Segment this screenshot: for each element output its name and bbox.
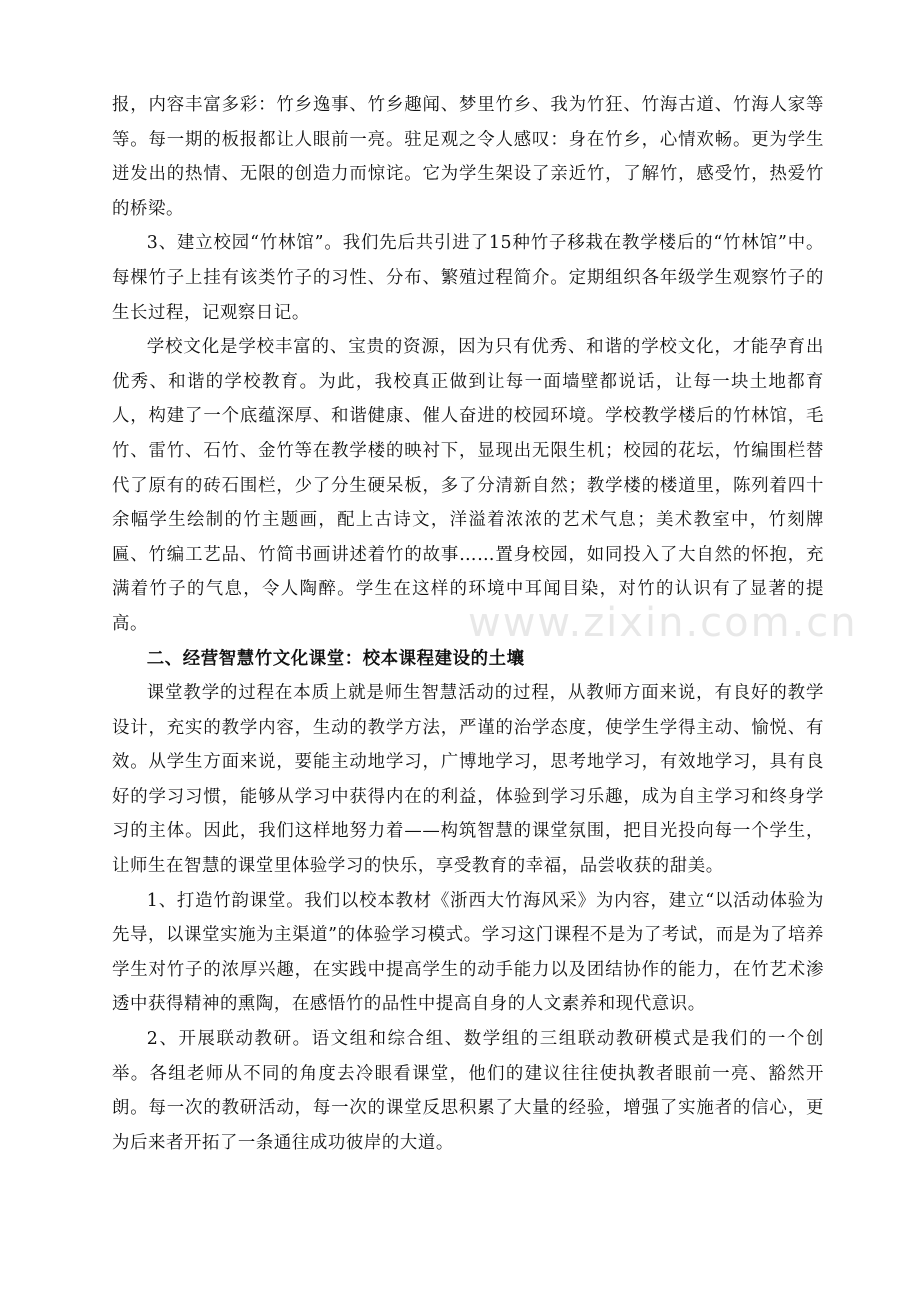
paragraph-bulletin-continuation: 报，内容丰富多彩：竹乡逸事、竹乡趣闻、梦里竹乡、我为竹狂、竹海古道、竹海人家等等。每一期的板报都让人眼前一亮。驻足观之令人感叹：身在竹乡，心情欢畅。更为学生迸发出的热情、无限的创造力而惊诧。它为学生架设了亲近竹，了解竹，感受竹，热爱竹的桥梁。 — [112, 95, 824, 219]
watermark: www.zixin.com.cn — [468, 600, 858, 646]
document-page — [112, 88, 824, 1160]
paragraph-bamboo-hall: 3、建立校园“竹林馆”。我们先后共引进了15种竹子移栽在教学楼后的“竹林馆”中。每棵竹子上挂有该类竹子的习性、分布、繁殖过程简介。定期组织各年级学生观察竹子的生长过程，记观察日记。 — [112, 233, 824, 323]
paragraph-bamboo-classroom: 1、打造竹韵课堂。我们以校本教材《浙西大竹海风采》为内容，建立“以活动体验为先导，以课堂实施为主渠道”的体验学习模式。学习这门课程不是为了考试，而是为了培养学生对竹子的浓厚兴趣，在实践中提高学生的动手能力以及团结协作的能力，在竹艺术渗透中获得精神的熏陶，在感悟竹的品性中提高自身的人文素养和现代意识。 — [112, 890, 824, 1015]
paragraph-school-culture: 学校文化是学校丰富的、宝贵的资源，因为只有优秀、和谐的学校文化，才能孕育出优秀、和谐的学校教育。为此，我校真正做到让每一面墙壁都说话，让每一块土地都育人，构建了一个底蕴深厚、和谐健康、催人奋进的校园环境。学校教学楼后的竹林馆，毛竹、雷竹、石竹、金竹等在教学楼的映衬下，显现出无限生机；校园的花坛，竹编围栏替代了原有的砖石围栏，少了分生硬呆板，多了分清新自然；教学楼的楼道里，陈列着四十余幅学生绘制的竹主题画，配上古诗文，洋溢着浓浓的艺术气息；美术教室中，竹刻牌匾、竹编工艺品、竹简书画讲述着竹的故事……置身校园，如同投入了大自然的怀抱，充满着竹子的气息，令人陶醉。学生在这样的环境中耳闻目染，对竹的认识有了显著的提高。 — [112, 337, 824, 634]
paragraph-joint-research: 2、开展联动教研。语文组和综合组、数学组的三组联动教研模式是我们的一个创举。各组老师从不同的角度去冷眼看课堂，他们的建议往往使执教者眼前一亮、豁然开朗。每一次的教研活动，每一次的课堂反思积累了大量的经验，增强了实施者的信心，更为后来者开拓了一条通往成功彼岸的大道。 — [112, 1029, 824, 1153]
section-heading: 二、经营智慧竹文化课堂：校本课程建设的土壤 — [146, 648, 525, 669]
paragraph-classroom-teaching: 课堂教学的过程在本质上就是师生智慧活动的过程，从教师方面来说，有良好的教学设计，充实的教学内容，生动的教学方法，严谨的治学态度，使学生学得主动、愉悦、有效。从学生方面来说，要能主动地学习，广博地学习，思考地学习，有效地学习，具有良好的学习习惯，能够从学习中获得内在的利益，体验到学习乐趣，成为自主学习和终身学习的主体。因此，我们这样地努力着——构筑智慧的课堂氛围，把目光投向每一个学生，让师生在智慧的课堂里体验学习的快乐，享受教育的幸福，品尝收获的甜美。 — [112, 683, 824, 877]
